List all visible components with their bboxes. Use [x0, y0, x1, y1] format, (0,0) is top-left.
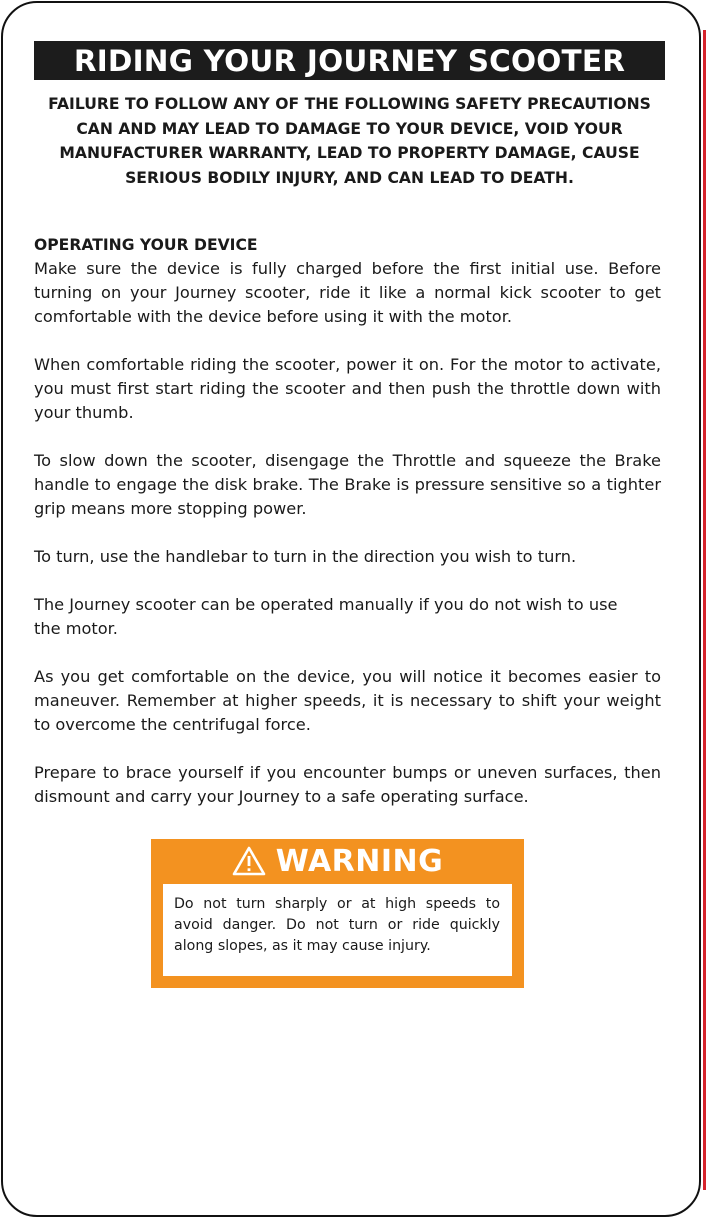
paragraph-bumps: Prepare to brace yourself if you encounter bumps or uneven surfaces, then dismount and carry your Journey to a safe operating surface.	[34, 763, 661, 806]
paragraph-manual-operation: The Journey scooter can be operated manually if you do not wish to use the motor.	[34, 595, 618, 638]
warning-box	[151, 839, 524, 988]
warning-label: WARNING	[275, 843, 444, 879]
paragraph-maneuvering: As you get comfortable on the device, you will notice it becomes easier to maneuver. Remember at higher speeds, it is necessary to shift your weight to overcome the centrifugal force.	[34, 667, 661, 734]
warning-triangle-icon	[232, 846, 266, 876]
paragraph-braking: To slow down the scooter, disengage the Throttle and squeeze the Brake handle to engage the disk brake. The Brake is pressure sensitive so a tighter grip means more stopping power.	[34, 451, 661, 518]
paragraph-motor-activation: When comfortable riding the scooter, power it on. For the motor to activate, you must first start riding the scooter and then push the throttle down with your thumb.	[34, 355, 661, 422]
section-heading: OPERATING YOUR DEVICE	[34, 236, 258, 254]
operating-section	[34, 233, 661, 833]
paragraph-charge-before-use: Make sure the device is fully charged before the first initial use. Before turning on your Journey scooter, ride it like a normal kick scooter to get comfortable with the device before using it with the motor.	[34, 259, 661, 326]
warning-text: Do not turn sharply or at high speeds to avoid danger. Do not turn or ride quickly along slopes, as it may cause injury.	[163, 884, 512, 976]
page-title: RIDING YOUR JOURNEY SCOOTER	[34, 41, 665, 80]
warning-header	[151, 839, 524, 883]
safety-notice: FAILURE TO FOLLOW ANY OF THE FOLLOWING SAFETY PRECAUTIONS CAN AND MAY LEAD TO DAMAGE TO YOUR DEVICE, VOID YOUR MANUFACTURER WARRANTY, LEAD TO PROPERTY DAMAGE, CAUSE SERIOUS BODILY INJURY, AND CAN LEAD TO DEATH.	[48, 95, 651, 187]
paragraph-turning: To turn, use the handlebar to turn in the direction you wish to turn.	[34, 547, 577, 566]
